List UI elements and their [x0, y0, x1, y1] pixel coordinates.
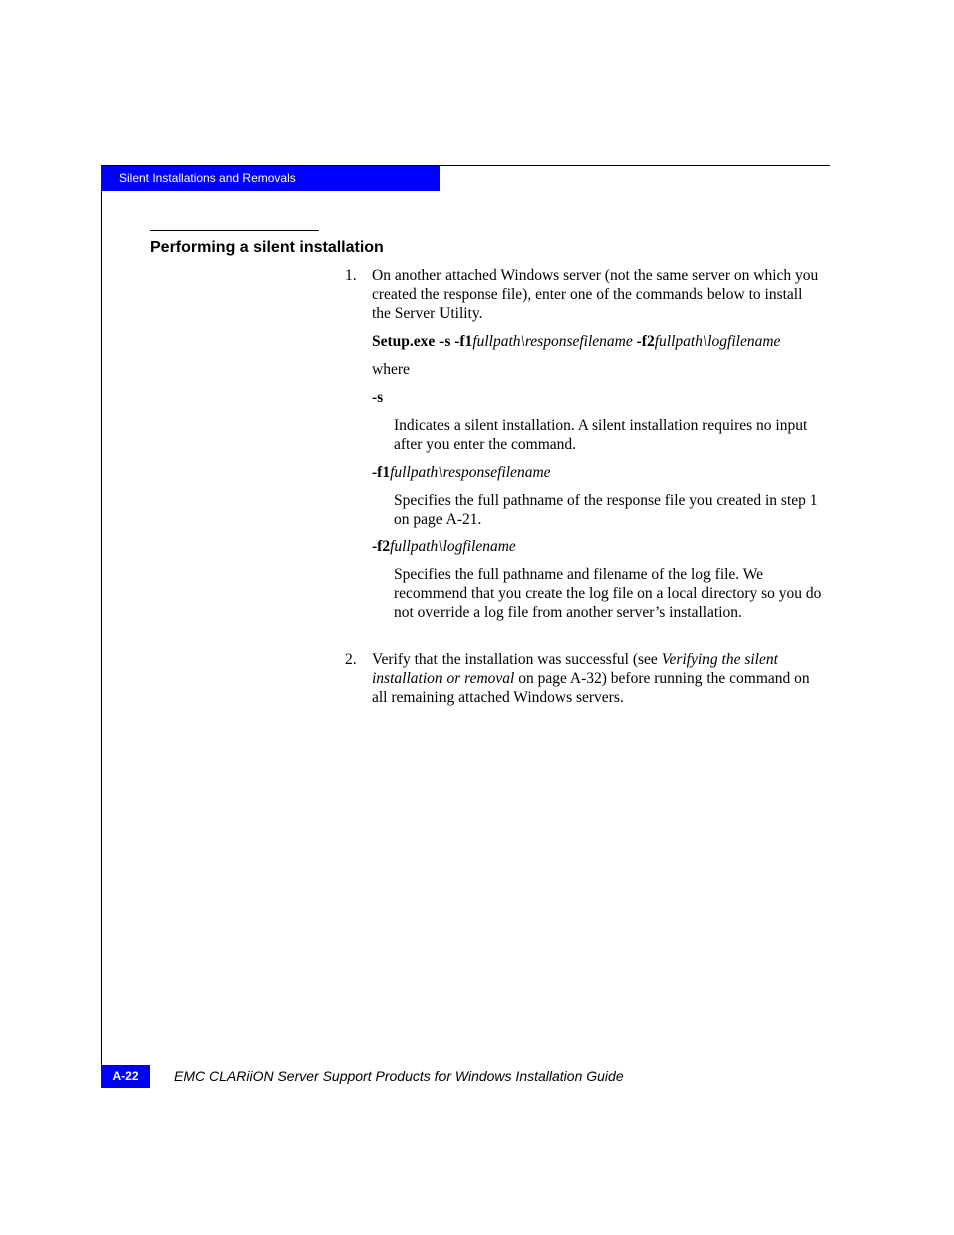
option-s-flag: -s [372, 389, 384, 406]
step-2-text: Verify that the installation was successful (see Verifying the silent installation or removal on page A-32) before running the command on all remaining attached Windows servers. [372, 651, 810, 706]
command-flag2: -f2 [632, 333, 655, 350]
step-2-number: 2. [345, 651, 357, 668]
option-f1-term [372, 463, 551, 482]
setup-command [372, 332, 780, 351]
option-f2-flag: -f2 [372, 538, 391, 555]
option-s-term [372, 388, 383, 407]
left-margin-rule [101, 165, 102, 1088]
option-f1-description: Specifies the full pathname of the response file you created in step 1 on page A-21. [394, 492, 818, 528]
option-f1-flag: -f1 [372, 464, 391, 481]
step-1-text: On another attached Windows server (not the same server on which you created the response file), enter one of the commands below to install the Server Utility. [372, 267, 819, 322]
heading-rule [150, 230, 319, 231]
option-f2-term [372, 537, 516, 556]
page-number-badge: A-22 [101, 1065, 150, 1088]
option-f2-arg: fullpath\logfilename [390, 538, 516, 555]
section-header-title: Silent Installations and Removals [119, 171, 296, 185]
command-arg1: fullpath\responsefilename [472, 333, 633, 350]
step-1-number: 1. [345, 267, 357, 284]
section-header-bar [101, 166, 440, 191]
footer-book-title: EMC CLARiiON Server Support Products for Windows Installation Guide [174, 1068, 624, 1084]
option-f2-description: Specifies the full pathname and filename of the log file. We recommend that you create the log file on a local directory so you do not override a log file from another server’s installation. [394, 566, 822, 621]
cross-reference-link[interactable]: Verifying the silent installation or removal [372, 651, 778, 687]
option-s-description: Indicates a silent installation. A silent installation requires no input after you enter the command. [394, 417, 808, 453]
where-label: where [372, 361, 410, 378]
option-f1-arg: fullpath\responsefilename [390, 464, 551, 481]
section-heading: Performing a silent installation [150, 239, 384, 256]
command-exe: Setup.exe -s -f1 [372, 333, 473, 350]
command-arg2: fullpath\logfilename [654, 333, 781, 350]
